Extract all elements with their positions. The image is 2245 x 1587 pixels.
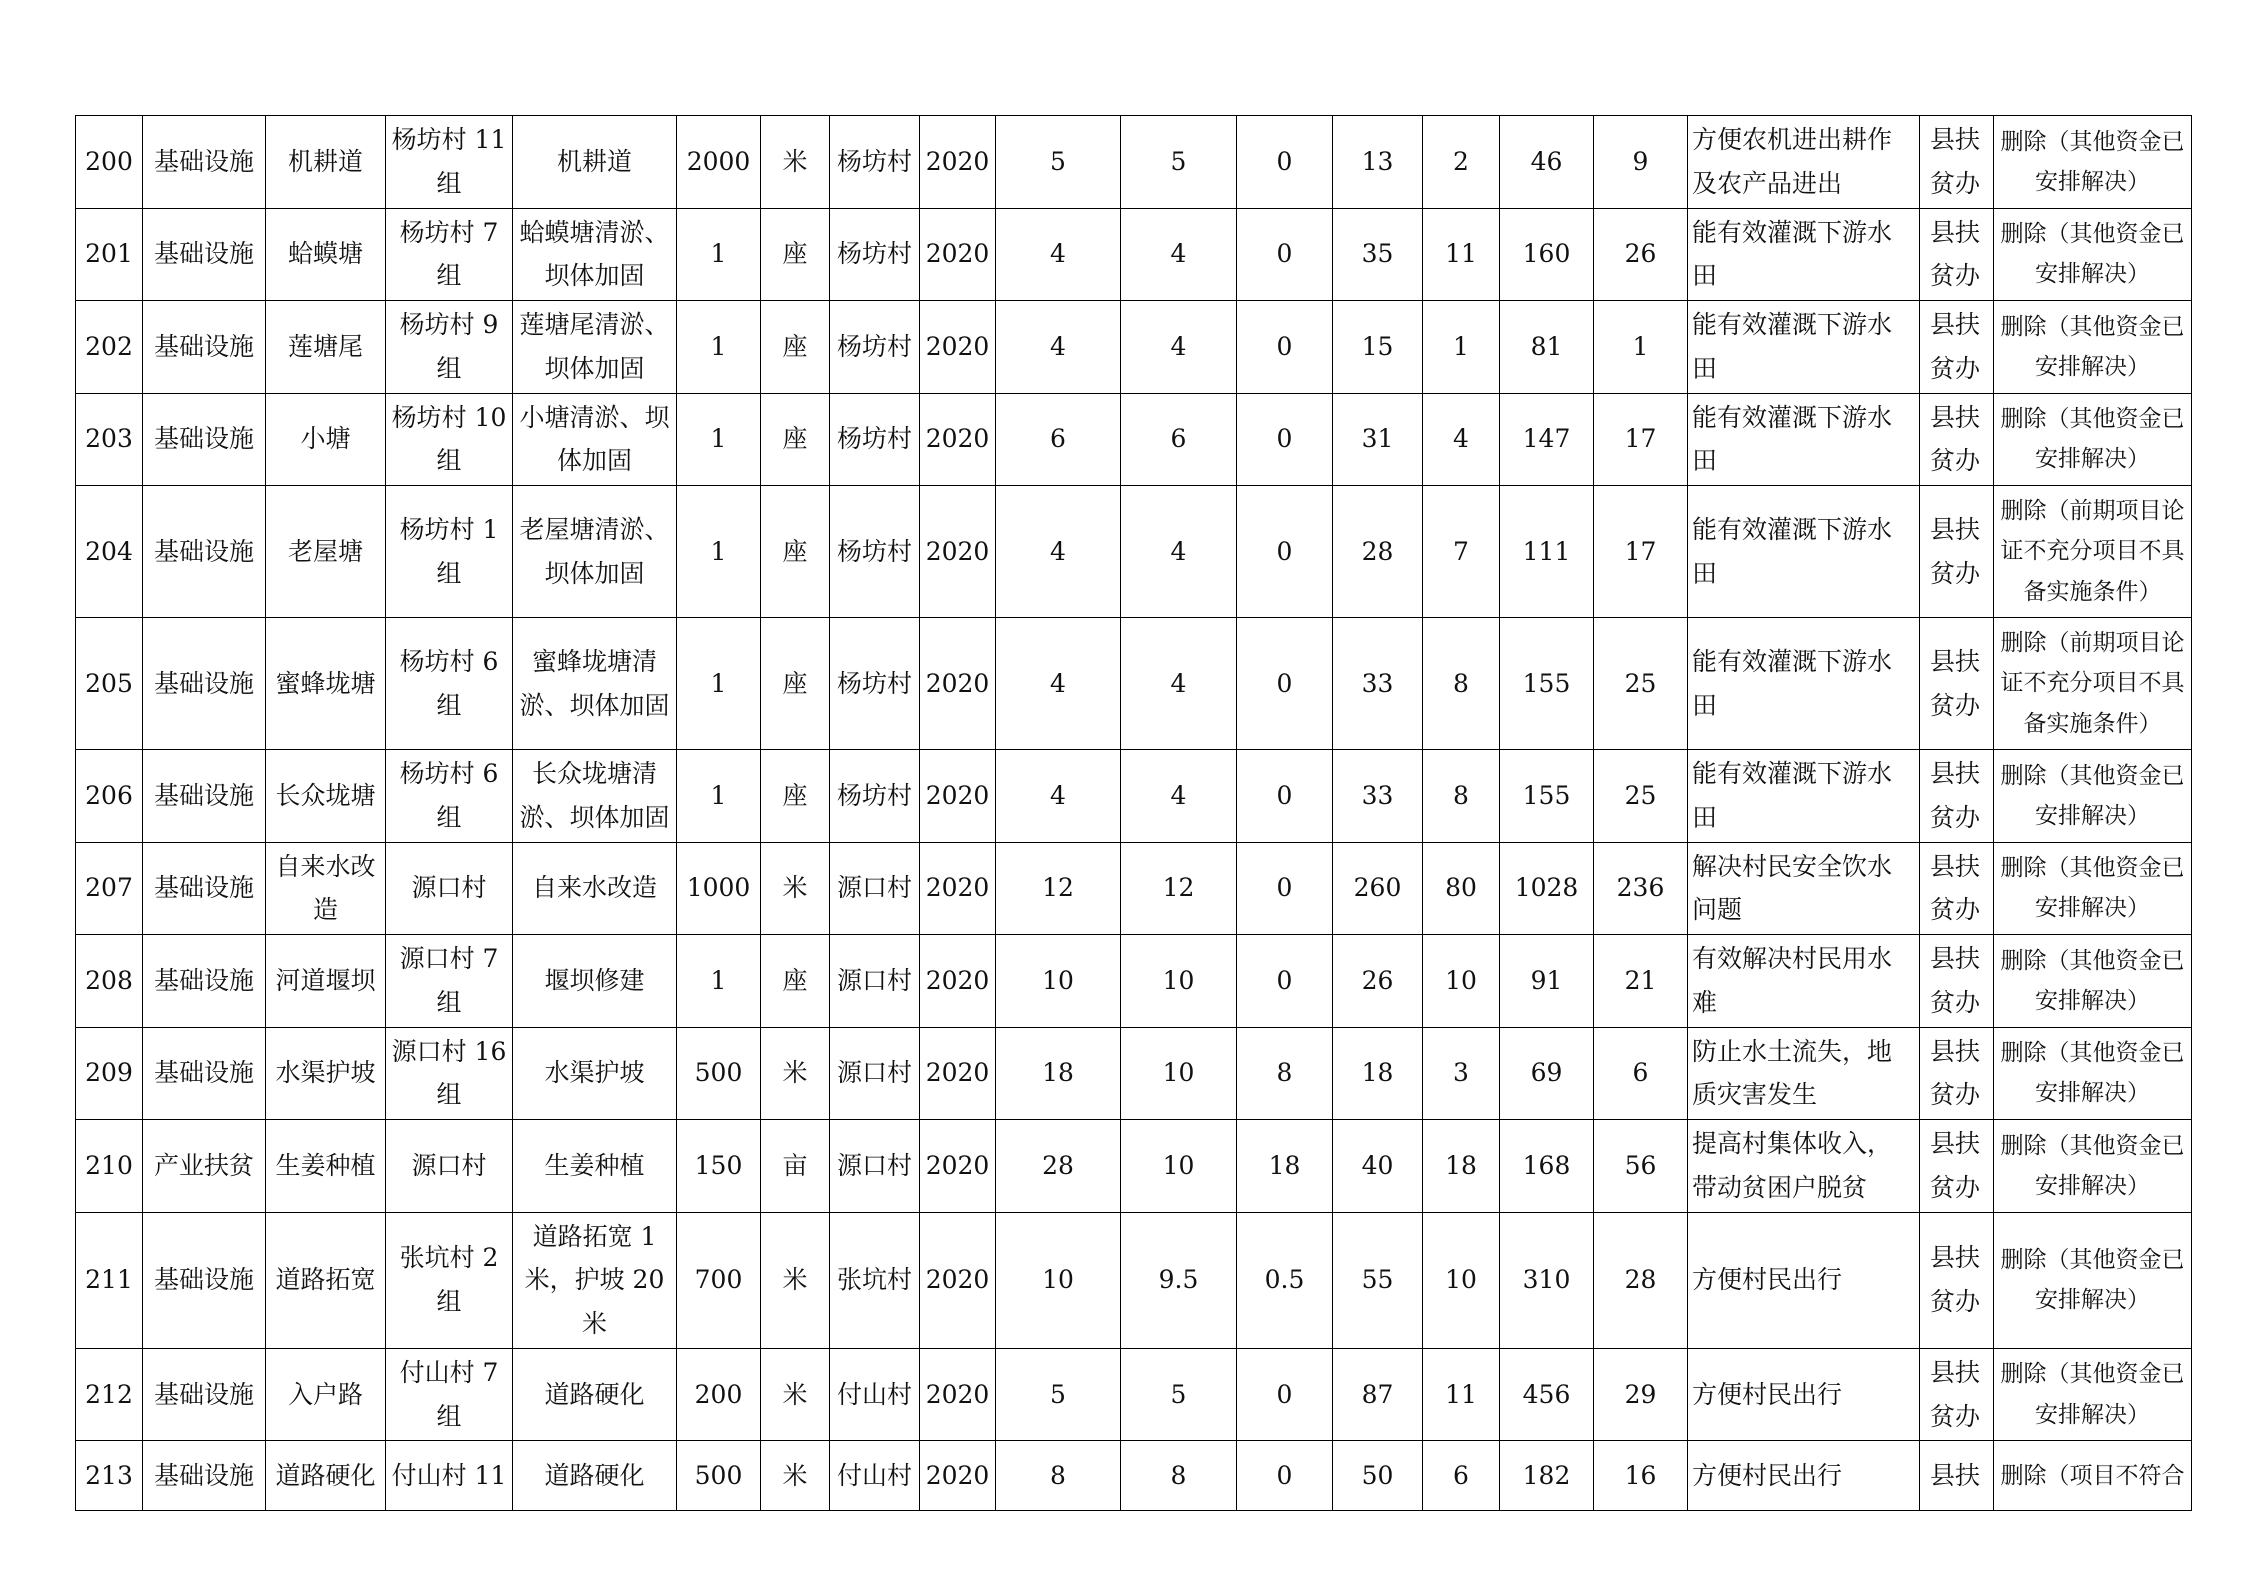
- cell-number: 202: [76, 301, 143, 394]
- cell-value-1: 18: [1333, 1027, 1423, 1120]
- cell-year: 2020: [920, 208, 996, 301]
- cell-value-3: 155: [1500, 618, 1594, 750]
- cell-fund-b: 0: [1237, 301, 1333, 394]
- cell-benefit: 解决村民安全饮水问题: [1688, 842, 1920, 935]
- cell-number: 205: [76, 618, 143, 750]
- cell-project-name: 生姜种植: [266, 1120, 386, 1213]
- cell-value-4: 6: [1594, 1027, 1688, 1120]
- cell-remark: 删除（其他资金已安排解决）: [1994, 1348, 2192, 1441]
- cell-category: 产业扶贫: [143, 1120, 266, 1213]
- cell-value-4: 25: [1594, 618, 1688, 750]
- cell-fund-a: 10: [1121, 935, 1237, 1028]
- cell-remark: 删除（前期项目论证不充分项目不具备实施条件）: [1994, 486, 2192, 618]
- cell-value-2: 11: [1423, 208, 1500, 301]
- cell-project-name: 水渠护坡: [266, 1027, 386, 1120]
- cell-village: 杨坊村: [830, 116, 920, 209]
- cell-fund-a: 10: [1121, 1027, 1237, 1120]
- cell-village: 付山村: [830, 1441, 920, 1511]
- cell-project-name: 蛤蟆塘: [266, 208, 386, 301]
- cell-number: 207: [76, 842, 143, 935]
- cell-fund-a: 10: [1121, 1120, 1237, 1213]
- cell-quantity: 1: [677, 750, 761, 843]
- cell-category: 基础设施: [143, 1027, 266, 1120]
- cell-benefit: 提高村集体收入，带动贫困户脱贫: [1688, 1120, 1920, 1213]
- cell-value-2: 1: [1423, 301, 1500, 394]
- cell-benefit: 防止水土流失，地质灾害发生: [1688, 1027, 1920, 1120]
- cell-value-2: 18: [1423, 1120, 1500, 1213]
- cell-value-1: 50: [1333, 1441, 1423, 1511]
- cell-number: 206: [76, 750, 143, 843]
- cell-content: 道路拓宽 1米，护坡 20米: [513, 1212, 677, 1348]
- cell-year: 2020: [920, 1441, 996, 1511]
- cell-content: 生姜种植: [513, 1120, 677, 1213]
- cell-year: 2020: [920, 618, 996, 750]
- cell-fund-b: 0: [1237, 486, 1333, 618]
- cell-location: 杨坊村 6 组: [386, 618, 513, 750]
- cell-unit: 座: [761, 208, 830, 301]
- cell-value-4: 9: [1594, 116, 1688, 209]
- cell-village: 杨坊村: [830, 750, 920, 843]
- cell-fund-b: 0: [1237, 393, 1333, 486]
- cell-value-3: 456: [1500, 1348, 1594, 1441]
- cell-content: 老屋塘清淤、坝体加固: [513, 486, 677, 618]
- cell-fund-a: 4: [1121, 301, 1237, 394]
- cell-remark: 删除（其他资金已安排解决）: [1994, 208, 2192, 301]
- cell-category: 基础设施: [143, 1212, 266, 1348]
- cell-value-1: 31: [1333, 393, 1423, 486]
- cell-value-2: 80: [1423, 842, 1500, 935]
- cell-year: 2020: [920, 1120, 996, 1213]
- cell-remark: 删除（其他资金已安排解决）: [1994, 1212, 2192, 1348]
- cell-total-fund: 6: [996, 393, 1121, 486]
- cell-project-name: 机耕道: [266, 116, 386, 209]
- table-row: [76, 116, 2192, 209]
- table-row: [76, 301, 2192, 394]
- table-row: [76, 750, 2192, 843]
- cell-location: 杨坊村 1 组: [386, 486, 513, 618]
- cell-project-name: 小塘: [266, 393, 386, 486]
- cell-value-4: 25: [1594, 750, 1688, 843]
- cell-category: 基础设施: [143, 935, 266, 1028]
- cell-project-name: 自来水改造: [266, 842, 386, 935]
- cell-quantity: 1: [677, 208, 761, 301]
- cell-number: 209: [76, 1027, 143, 1120]
- cell-location: 付山村 11: [386, 1441, 513, 1511]
- cell-fund-a: 6: [1121, 393, 1237, 486]
- cell-location: 杨坊村 11组: [386, 116, 513, 209]
- cell-value-2: 10: [1423, 935, 1500, 1028]
- cell-location: 杨坊村 10组: [386, 393, 513, 486]
- cell-location: 张坑村 2 组: [386, 1212, 513, 1348]
- cell-content: 机耕道: [513, 116, 677, 209]
- cell-village: 付山村: [830, 1348, 920, 1441]
- cell-value-3: 111: [1500, 486, 1594, 618]
- cell-value-1: 40: [1333, 1120, 1423, 1213]
- cell-remark: 删除（其他资金已安排解决）: [1994, 935, 2192, 1028]
- cell-content: 蛤蟆塘清淤、坝体加固: [513, 208, 677, 301]
- cell-remark: 删除（其他资金已安排解决）: [1994, 116, 2192, 209]
- cell-value-2: 4: [1423, 393, 1500, 486]
- cell-quantity: 1: [677, 486, 761, 618]
- cell-benefit: 有效解决村民用水难: [1688, 935, 1920, 1028]
- cell-department: 县扶贫办: [1920, 116, 1994, 209]
- cell-village: 源口村: [830, 935, 920, 1028]
- cell-department: 县扶贫办: [1920, 208, 1994, 301]
- cell-quantity: 150: [677, 1120, 761, 1213]
- cell-total-fund: 4: [996, 618, 1121, 750]
- cell-content: 小塘清淤、坝体加固: [513, 393, 677, 486]
- cell-value-3: 46: [1500, 116, 1594, 209]
- cell-department: 县扶贫办: [1920, 1027, 1994, 1120]
- cell-year: 2020: [920, 1348, 996, 1441]
- cell-year: 2020: [920, 393, 996, 486]
- table-row: [76, 1348, 2192, 1441]
- cell-year: 2020: [920, 1212, 996, 1348]
- cell-total-fund: 10: [996, 1212, 1121, 1348]
- cell-unit: 座: [761, 935, 830, 1028]
- cell-value-1: 33: [1333, 618, 1423, 750]
- cell-value-1: 33: [1333, 750, 1423, 843]
- cell-fund-b: 0: [1237, 618, 1333, 750]
- table-row: [76, 1212, 2192, 1348]
- cell-fund-a: 9.5: [1121, 1212, 1237, 1348]
- cell-category: 基础设施: [143, 393, 266, 486]
- cell-project-name: 长众垅塘: [266, 750, 386, 843]
- cell-total-fund: 4: [996, 486, 1121, 618]
- cell-content: 莲塘尾清淤、坝体加固: [513, 301, 677, 394]
- table-row: [76, 1120, 2192, 1213]
- cell-location: 杨坊村 6 组: [386, 750, 513, 843]
- cell-fund-b: 0.5: [1237, 1212, 1333, 1348]
- cell-value-2: 2: [1423, 116, 1500, 209]
- cell-unit: 米: [761, 1441, 830, 1511]
- table-row: [76, 393, 2192, 486]
- cell-category: 基础设施: [143, 486, 266, 618]
- cell-content: 道路硬化: [513, 1348, 677, 1441]
- cell-number: 201: [76, 208, 143, 301]
- cell-content: 蜜蜂垅塘清淤、坝体加固: [513, 618, 677, 750]
- cell-remark: 删除（其他资金已安排解决）: [1994, 301, 2192, 394]
- cell-number: 208: [76, 935, 143, 1028]
- cell-fund-b: 18: [1237, 1120, 1333, 1213]
- cell-category: 基础设施: [143, 750, 266, 843]
- cell-village: 杨坊村: [830, 208, 920, 301]
- cell-year: 2020: [920, 1027, 996, 1120]
- cell-project-name: 入户路: [266, 1348, 386, 1441]
- cell-value-4: 29: [1594, 1348, 1688, 1441]
- cell-value-4: 17: [1594, 393, 1688, 486]
- cell-fund-a: 12: [1121, 842, 1237, 935]
- cell-value-2: 3: [1423, 1027, 1500, 1120]
- cell-department: 县扶贫办: [1920, 935, 1994, 1028]
- cell-value-1: 55: [1333, 1212, 1423, 1348]
- cell-location: 杨坊村 7 组: [386, 208, 513, 301]
- cell-benefit: 方便村民出行: [1688, 1348, 1920, 1441]
- cell-number: 204: [76, 486, 143, 618]
- cell-village: 杨坊村: [830, 618, 920, 750]
- cell-department: 县扶贫办: [1920, 1348, 1994, 1441]
- cell-department: 县扶贫办: [1920, 486, 1994, 618]
- cell-value-4: 1: [1594, 301, 1688, 394]
- cell-value-1: 260: [1333, 842, 1423, 935]
- cell-remark: 删除（前期项目论证不充分项目不具备实施条件）: [1994, 618, 2192, 750]
- cell-location: 源口村 16组: [386, 1027, 513, 1120]
- cell-fund-a: 8: [1121, 1441, 1237, 1511]
- cell-year: 2020: [920, 116, 996, 209]
- table-row: [76, 1441, 2192, 1511]
- cell-value-1: 87: [1333, 1348, 1423, 1441]
- cell-village: 源口村: [830, 842, 920, 935]
- cell-fund-b: 0: [1237, 842, 1333, 935]
- cell-project-name: 道路拓宽: [266, 1212, 386, 1348]
- cell-value-4: 26: [1594, 208, 1688, 301]
- cell-total-fund: 5: [996, 1348, 1121, 1441]
- cell-village: 源口村: [830, 1027, 920, 1120]
- cell-quantity: 1: [677, 618, 761, 750]
- cell-content: 长众垅塘清淤、坝体加固: [513, 750, 677, 843]
- table-body: [76, 116, 2192, 1511]
- cell-benefit: 能有效灌溉下游水田: [1688, 208, 1920, 301]
- cell-number: 210: [76, 1120, 143, 1213]
- cell-year: 2020: [920, 301, 996, 394]
- cell-project-name: 老屋塘: [266, 486, 386, 618]
- cell-total-fund: 5: [996, 116, 1121, 209]
- cell-year: 2020: [920, 842, 996, 935]
- cell-unit: 座: [761, 618, 830, 750]
- cell-value-3: 69: [1500, 1027, 1594, 1120]
- cell-total-fund: 12: [996, 842, 1121, 935]
- cell-value-1: 26: [1333, 935, 1423, 1028]
- cell-year: 2020: [920, 750, 996, 843]
- project-table: [75, 115, 2192, 1511]
- cell-fund-a: 5: [1121, 116, 1237, 209]
- cell-value-4: 16: [1594, 1441, 1688, 1511]
- cell-quantity: 1: [677, 393, 761, 486]
- cell-total-fund: 10: [996, 935, 1121, 1028]
- cell-content: 自来水改造: [513, 842, 677, 935]
- cell-project-name: 河道堰坝: [266, 935, 386, 1028]
- cell-fund-a: 4: [1121, 486, 1237, 618]
- cell-value-2: 11: [1423, 1348, 1500, 1441]
- cell-project-name: 道路硬化: [266, 1441, 386, 1511]
- cell-total-fund: 4: [996, 750, 1121, 843]
- cell-total-fund: 4: [996, 208, 1121, 301]
- cell-number: 213: [76, 1441, 143, 1511]
- cell-department: 县扶: [1920, 1441, 1994, 1511]
- cell-year: 2020: [920, 486, 996, 618]
- cell-benefit: 能有效灌溉下游水田: [1688, 750, 1920, 843]
- cell-department: 县扶贫办: [1920, 750, 1994, 843]
- cell-value-1: 13: [1333, 116, 1423, 209]
- cell-unit: 座: [761, 486, 830, 618]
- cell-remark: 删除（其他资金已安排解决）: [1994, 1120, 2192, 1213]
- cell-value-4: 28: [1594, 1212, 1688, 1348]
- cell-village: 杨坊村: [830, 301, 920, 394]
- cell-fund-b: 0: [1237, 750, 1333, 843]
- cell-project-name: 莲塘尾: [266, 301, 386, 394]
- table-row: [76, 208, 2192, 301]
- cell-remark: 删除（其他资金已安排解决）: [1994, 750, 2192, 843]
- cell-value-4: 236: [1594, 842, 1688, 935]
- table-row: [76, 842, 2192, 935]
- cell-benefit: 能有效灌溉下游水田: [1688, 486, 1920, 618]
- cell-value-1: 35: [1333, 208, 1423, 301]
- cell-remark: 删除（其他资金已安排解决）: [1994, 842, 2192, 935]
- cell-category: 基础设施: [143, 1348, 266, 1441]
- cell-remark: 删除（其他资金已安排解决）: [1994, 1027, 2192, 1120]
- cell-village: 张坑村: [830, 1212, 920, 1348]
- cell-project-name: 蜜蜂垅塘: [266, 618, 386, 750]
- cell-value-4: 56: [1594, 1120, 1688, 1213]
- cell-department: 县扶贫办: [1920, 393, 1994, 486]
- cell-location: 杨坊村 9 组: [386, 301, 513, 394]
- cell-unit: 米: [761, 1027, 830, 1120]
- cell-fund-b: 0: [1237, 1441, 1333, 1511]
- cell-benefit: 方便农机进出耕作及农产品进出: [1688, 116, 1920, 209]
- cell-department: 县扶贫办: [1920, 301, 1994, 394]
- cell-content: 堰坝修建: [513, 935, 677, 1028]
- table-row: [76, 1027, 2192, 1120]
- cell-content: 道路硬化: [513, 1441, 677, 1511]
- cell-category: 基础设施: [143, 1441, 266, 1511]
- cell-value-2: 8: [1423, 750, 1500, 843]
- cell-value-2: 10: [1423, 1212, 1500, 1348]
- cell-department: 县扶贫办: [1920, 1120, 1994, 1213]
- cell-quantity: 700: [677, 1212, 761, 1348]
- cell-category: 基础设施: [143, 208, 266, 301]
- cell-value-3: 91: [1500, 935, 1594, 1028]
- cell-value-4: 21: [1594, 935, 1688, 1028]
- cell-benefit: 能有效灌溉下游水田: [1688, 393, 1920, 486]
- table-row: [76, 486, 2192, 618]
- cell-category: 基础设施: [143, 618, 266, 750]
- cell-number: 200: [76, 116, 143, 209]
- cell-value-3: 147: [1500, 393, 1594, 486]
- cell-quantity: 1000: [677, 842, 761, 935]
- cell-unit: 亩: [761, 1120, 830, 1213]
- cell-value-3: 168: [1500, 1120, 1594, 1213]
- cell-quantity: 200: [677, 1348, 761, 1441]
- cell-quantity: 2000: [677, 116, 761, 209]
- cell-fund-b: 0: [1237, 1348, 1333, 1441]
- table-row: [76, 618, 2192, 750]
- cell-value-2: 8: [1423, 618, 1500, 750]
- cell-number: 212: [76, 1348, 143, 1441]
- cell-department: 县扶贫办: [1920, 842, 1994, 935]
- cell-unit: 米: [761, 1212, 830, 1348]
- cell-quantity: 1: [677, 301, 761, 394]
- table-row: [76, 935, 2192, 1028]
- cell-fund-a: 4: [1121, 750, 1237, 843]
- cell-quantity: 500: [677, 1441, 761, 1511]
- cell-village: 杨坊村: [830, 393, 920, 486]
- cell-unit: 米: [761, 1348, 830, 1441]
- cell-fund-b: 8: [1237, 1027, 1333, 1120]
- cell-quantity: 1: [677, 935, 761, 1028]
- cell-value-3: 310: [1500, 1212, 1594, 1348]
- cell-total-fund: 28: [996, 1120, 1121, 1213]
- cell-fund-b: 0: [1237, 208, 1333, 301]
- cell-location: 源口村: [386, 842, 513, 935]
- cell-value-3: 182: [1500, 1441, 1594, 1511]
- cell-village: 源口村: [830, 1120, 920, 1213]
- cell-value-2: 7: [1423, 486, 1500, 618]
- cell-fund-a: 5: [1121, 1348, 1237, 1441]
- cell-benefit: 方便村民出行: [1688, 1212, 1920, 1348]
- cell-fund-a: 4: [1121, 618, 1237, 750]
- cell-department: 县扶贫办: [1920, 618, 1994, 750]
- cell-value-2: 6: [1423, 1441, 1500, 1511]
- cell-value-1: 15: [1333, 301, 1423, 394]
- cell-total-fund: 18: [996, 1027, 1121, 1120]
- cell-remark: 删除（其他资金已安排解决）: [1994, 393, 2192, 486]
- cell-unit: 米: [761, 116, 830, 209]
- cell-value-3: 155: [1500, 750, 1594, 843]
- cell-year: 2020: [920, 935, 996, 1028]
- cell-fund-b: 0: [1237, 935, 1333, 1028]
- cell-location: 付山村 7 组: [386, 1348, 513, 1441]
- cell-category: 基础设施: [143, 301, 266, 394]
- cell-value-4: 17: [1594, 486, 1688, 618]
- cell-benefit: 方便村民出行: [1688, 1441, 1920, 1511]
- cell-unit: 座: [761, 301, 830, 394]
- cell-fund-b: 0: [1237, 116, 1333, 209]
- cell-value-3: 160: [1500, 208, 1594, 301]
- cell-number: 203: [76, 393, 143, 486]
- cell-benefit: 能有效灌溉下游水田: [1688, 301, 1920, 394]
- cell-remark: 删除（项目不符合: [1994, 1441, 2192, 1511]
- cell-total-fund: 4: [996, 301, 1121, 394]
- cell-fund-a: 4: [1121, 208, 1237, 301]
- cell-category: 基础设施: [143, 842, 266, 935]
- cell-value-3: 1028: [1500, 842, 1594, 935]
- cell-value-3: 81: [1500, 301, 1594, 394]
- cell-total-fund: 8: [996, 1441, 1121, 1511]
- cell-quantity: 500: [677, 1027, 761, 1120]
- cell-unit: 米: [761, 842, 830, 935]
- cell-location: 源口村: [386, 1120, 513, 1213]
- cell-content: 水渠护坡: [513, 1027, 677, 1120]
- cell-unit: 座: [761, 393, 830, 486]
- cell-unit: 座: [761, 750, 830, 843]
- cell-benefit: 能有效灌溉下游水田: [1688, 618, 1920, 750]
- cell-category: 基础设施: [143, 116, 266, 209]
- cell-location: 源口村 7 组: [386, 935, 513, 1028]
- cell-number: 211: [76, 1212, 143, 1348]
- cell-department: 县扶贫办: [1920, 1212, 1994, 1348]
- cell-village: 杨坊村: [830, 486, 920, 618]
- cell-value-1: 28: [1333, 486, 1423, 618]
